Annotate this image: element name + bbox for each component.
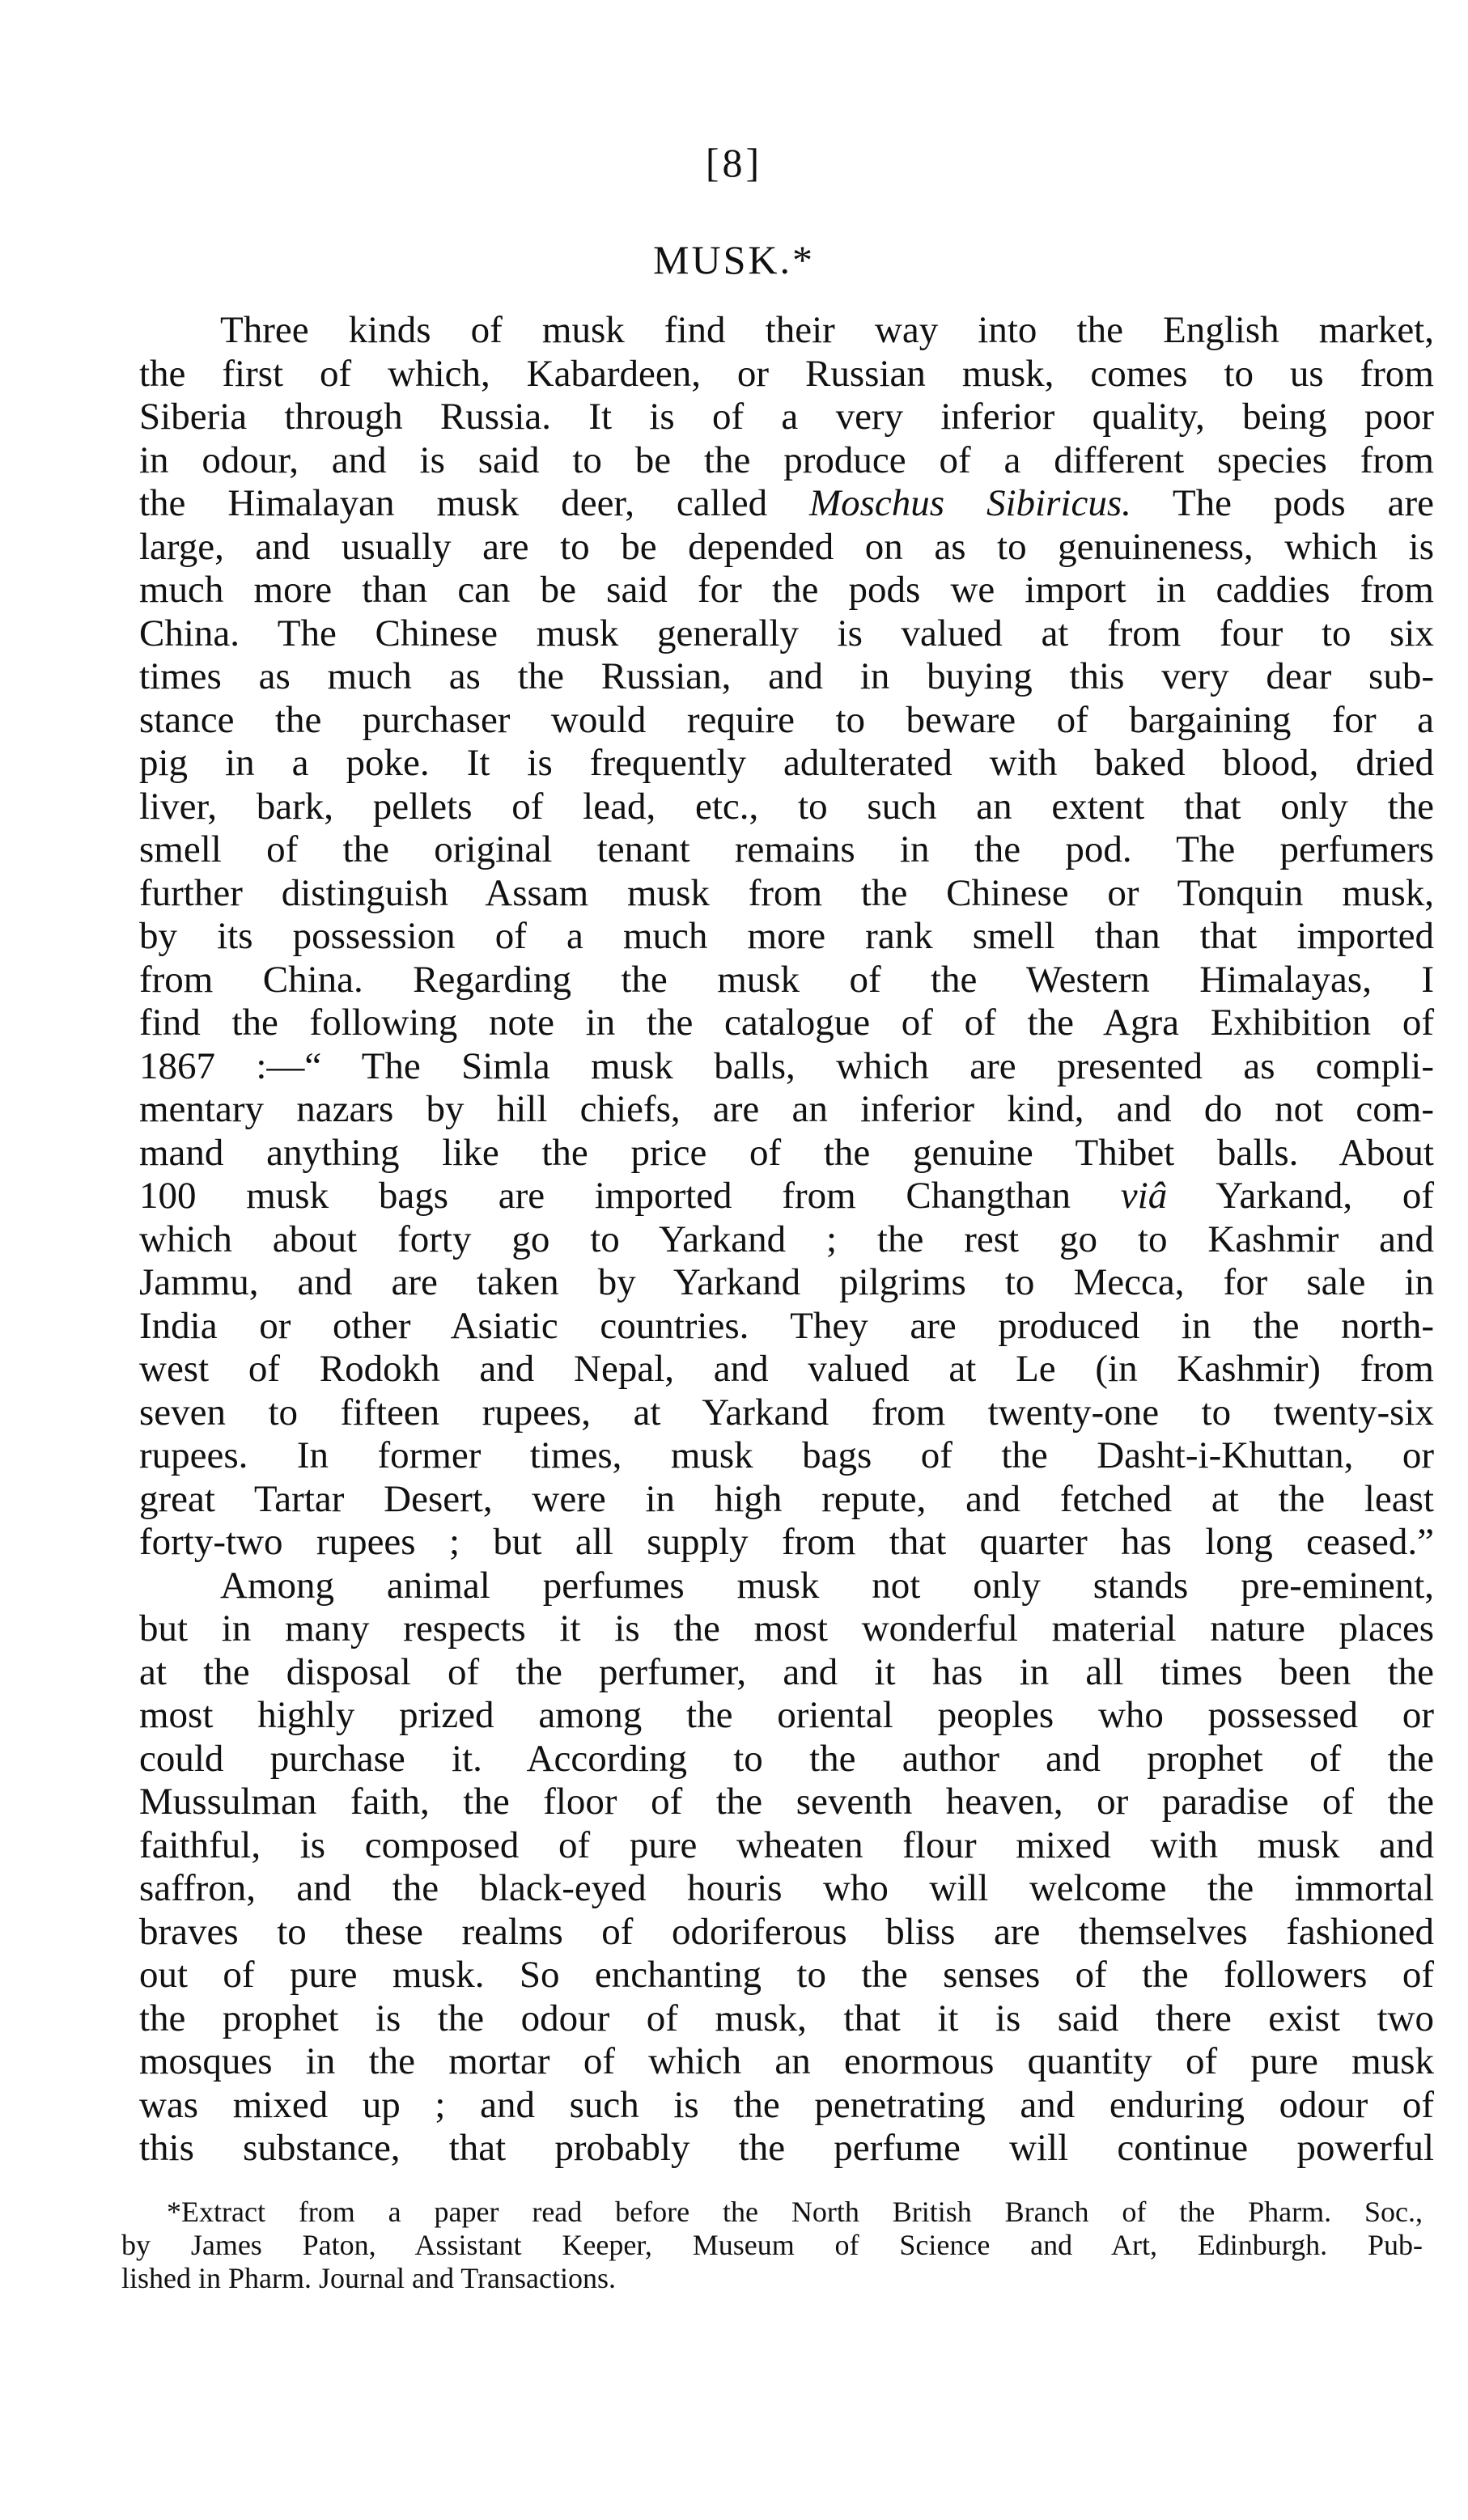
text-line: liver, bark, pellets of lead, etc., to such an extent that only the [139,785,1434,828]
text-line: was mixed up ; and such is the penetrating and enduring odour of [139,2083,1434,2126]
text-line: mand anything like the price of the genuine Thibet balls. About [139,1131,1434,1174]
text-line: smell of the original tenant remains in the pod. The perfumers [139,828,1434,870]
text-line: Among animal perfumes musk not only stands pre-eminent, [220,1564,1434,1607]
text-line: much more than can be said for the pods we import in caddies from [139,569,1434,611]
text-line: seven to fifteen rupees, at Yarkand from twenty-one to twenty-six [139,1391,1434,1434]
footnote-line: by James Paton, Assistant Keeper, Museum of Science and Art, Edinburgh. Pub- [121,2229,1423,2261]
footnote-line: lished in Pharm. Journal and Transactions. [121,2262,616,2294]
text-line: rupees. In former times, musk bags of the Dasht-i-Khuttan, or [139,1434,1434,1476]
text-line: mosques in the mortar of which an enormous quantity of pure musk [139,2040,1434,2082]
text-line: India or other Asiatic countries. They are produced in the north- [139,1304,1434,1347]
text-line: 100 musk bags are imported from Changthan viâ Yarkand, of [139,1175,1434,1217]
page-title: MUSK.* [653,237,815,282]
footnote [121,2196,1423,2295]
footnote-line: *Extract from a paper read before the North British Branch of the Pharm. Soc., [167,2196,1423,2228]
text-line: the first of which, Kabardeen, or Russian musk, comes to us from [139,352,1434,395]
text-line: forty-two rupees ; but all supply from that quarter has long ceased.” [139,1521,1434,1563]
text-line: China. The Chinese musk generally is valued at from four to six [139,612,1434,654]
text-line: this substance, that probably the perfume will continue powerful [139,2127,1434,2169]
text-line: faithful, is composed of pure wheaten flour mixed with musk and [139,1823,1434,1866]
text-line: saffron, and the black-eyed houris who will welcome the immortal [139,1867,1434,1909]
text-line: which about forty go to Yarkand ; the rest go to Kashmir and [139,1218,1434,1260]
text-line: Siberia through Russia. It is of a very inferior quality, being poor [139,396,1434,438]
text-line: the Himalayan musk deer, called Moschus Sibiricus. The pods are [139,482,1434,524]
text-line: at the disposal of the perfumer, and it has in all times been the [139,1650,1434,1693]
text-line: most highly prized among the oriental peoples who possessed or [139,1694,1434,1736]
text-line: large, and usually are to be depended on as to genuineness, which is [139,525,1434,568]
text-line: times as much as the Russian, and in buying this very dear sub- [139,655,1434,697]
text-line: but in many respects it is the most wonderful material nature places [139,1607,1434,1650]
text-line: pig in a poke. It is frequently adulterated with baked blood, dried [139,742,1434,784]
text-line: braves to these realms of odoriferous bliss are themselves fashioned [139,1910,1434,1953]
text-line: great Tartar Desert, were in high repute, and fetched at the least [139,1477,1434,1520]
text-line: stance the purchaser would require to beware of bargaining for a [139,698,1434,741]
text-line: find the following note in the catalogue of of the Agra Exhibition of [139,1002,1434,1044]
text-line: out of pure musk. So enchanting to the senses of the followers of [139,1954,1434,1996]
page-number: [8] [705,140,763,185]
text-line: the prophet is the odour of musk, that it is said there exist two [139,1997,1434,2039]
text-line: Three kinds of musk find their way into the English market, [220,309,1434,351]
text-line: by its possession of a much more rank smell than that imported [139,915,1434,957]
text-line: Mussulman faith, the floor of the seventh heaven, or paradise of the [139,1781,1434,1823]
text-line: 1867 :—“ The Simla musk balls, which are presented as compli- [139,1044,1434,1087]
text-line: west of Rodokh and Nepal, and valued at Le (in Kashmir) from [139,1348,1434,1390]
text-line: further distinguish Assam musk from the Chinese or Tonquin musk, [139,871,1434,914]
text-line: Jammu, and are taken by Yarkand pilgrims to Mecca, for sale in [139,1261,1434,1303]
text-line: could purchase it. According to the author and prophet of the [139,1737,1434,1780]
text-line: in odour, and is said to be the produce of a different species from [139,438,1434,481]
text-line: mentary nazars by hill chiefs, are an inferior kind, and do not com- [139,1088,1434,1130]
text-line: from China. Regarding the musk of the Western Himalayas, I [139,958,1434,1001]
body-text [139,309,1434,2171]
